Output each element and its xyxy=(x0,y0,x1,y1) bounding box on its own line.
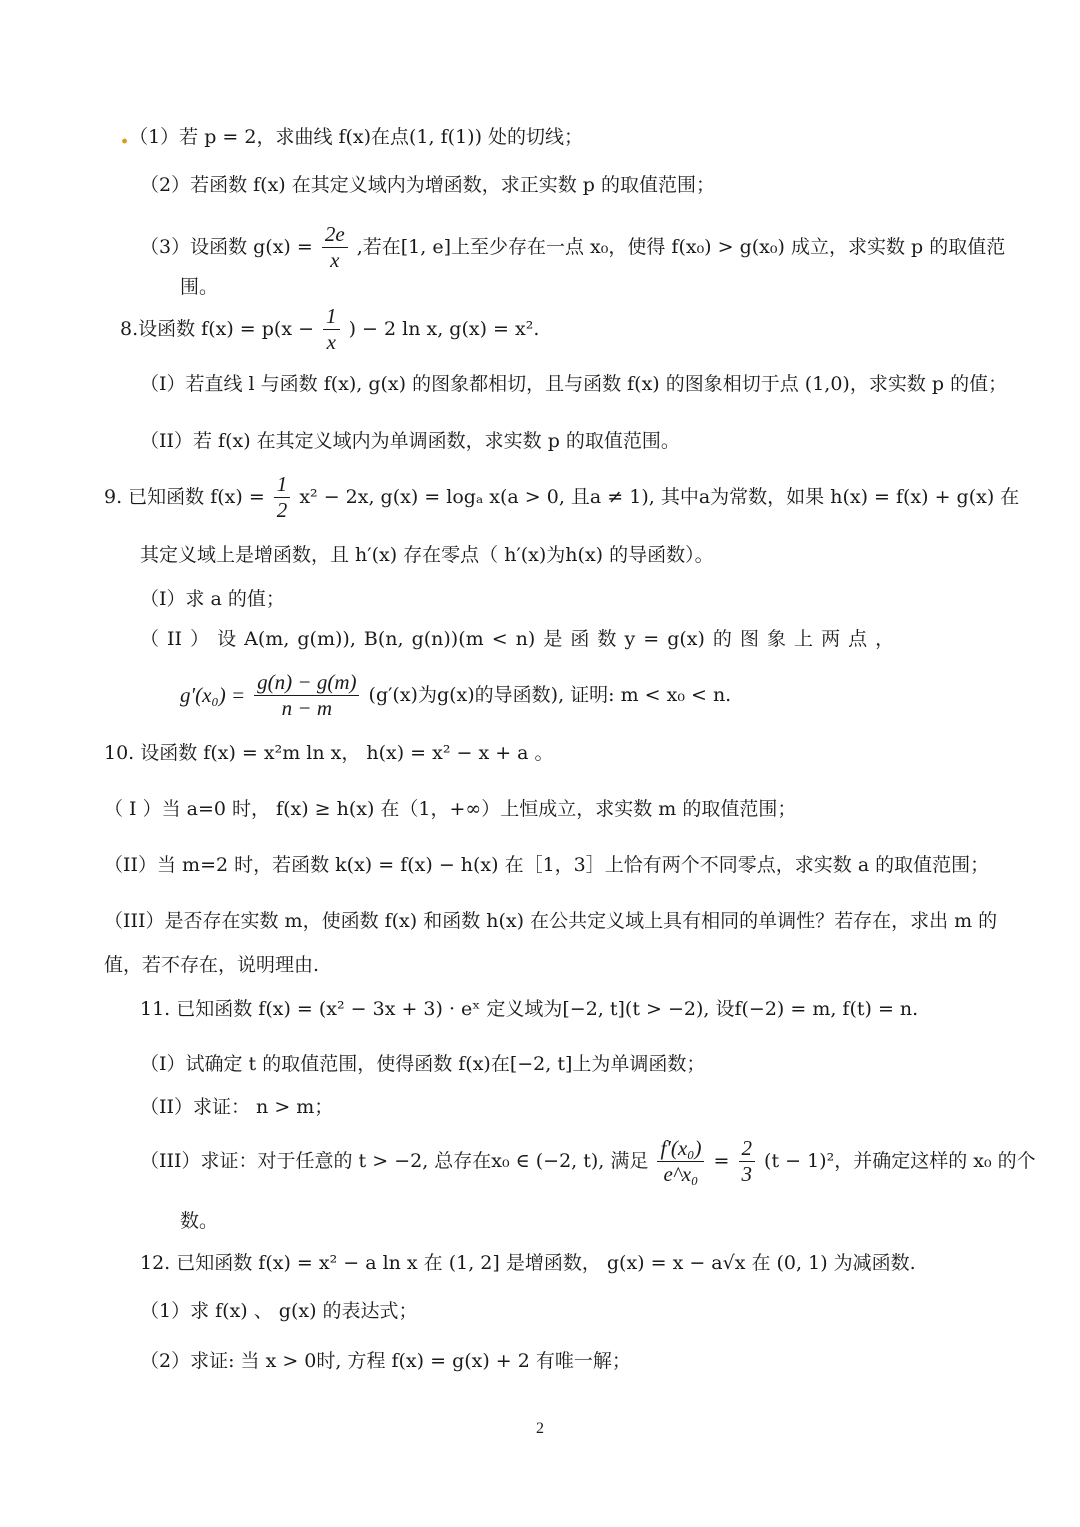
fraction-2e-over-x: $\frac{2e}{x}$ xyxy=(322,224,348,271)
question-9-part-1: （I）求 a 的值； xyxy=(140,588,285,610)
question-9-stem-continued: 其定义域上是增函数，且 h′(x) 存在零点（ h′(x)为h(x) 的导函数）。 xyxy=(140,544,714,566)
fraction-derivative-over-exp: $\frac{\text{f′(x₀)}}{\text{e\textasciicircum{}x₀}}$ xyxy=(657,1138,704,1185)
question-11-part-1: （I）试确定 t 的取值范围，使得函数 f(x)在[−2, t]上为单调函数； xyxy=(140,1053,706,1075)
fraction-difference-quotient: $\frac{g(n) - g(m)}{n - m}$ xyxy=(254,672,359,719)
question-10-part-1: （ I ）当 a=0 时， f(x) ≥ h(x) 在（1，+∞）上恒成立，求实数 m 的取值范围； xyxy=(104,798,797,820)
question-11-part-3-continued: 数。 xyxy=(180,1210,219,1232)
fraction-1-over-x: $\frac{1}{x}$ xyxy=(323,306,340,353)
question-10-part-3-continued: 值，若不存在，说明理由. xyxy=(104,954,320,976)
question-9-part-2-formula: g′(x₀) = $\frac{g(n) - g(m)}{n - m}$ (g′(x)为g(x)的导函数), 证明: m < x₀ < n. xyxy=(180,670,732,720)
question-12-part-1: （1）求 f(x) 、 g(x) 的表达式； xyxy=(140,1300,418,1322)
question-7-part-2: （2）若函数 f(x) 在其定义域内为增函数，求正实数 p 的取值范围； xyxy=(140,174,715,196)
question-9-stem: 9. 已知函数 f(x) = $\frac{1}{2}$ x² − 2x, g(x) = logₐ x(a > 0, 且a ≠ 1), 其中a为常数，如果 h(x) = f(x) + g(x) 在 xyxy=(104,472,1020,522)
question-7-part-3: （3）设函数 g(x) = $\frac{2e}{x}$ ,若在[1, e]上至少存在一点 x₀，使得 f(x₀) > g(x₀) 成立，求实数 p 的取值范 xyxy=(140,222,1006,272)
question-8-part-1: （I）若直线 l 与函数 f(x), g(x) 的图象都相切，且与函数 f(x) 的图象相切于点 (1,0)，求实数 p 的值； xyxy=(140,373,1008,395)
fraction-1-over-2: $\frac{1}{2}$ xyxy=(274,474,291,521)
page-number: 2 xyxy=(536,1420,544,1437)
question-7-part-3-continued: 围。 xyxy=(180,276,219,298)
question-11-stem: 11. 已知函数 f(x) = (x² − 3x + 3) · eˣ 定义域为[−2, t](t > −2), 设f(−2) = m, f(t) = n. xyxy=(140,998,919,1020)
question-12-stem: 12. 已知函数 f(x) = x² − a ln x 在 (1, 2] 是增函数， g(x) = x − a√x 在 (0, 1) 为减函数. xyxy=(140,1252,916,1274)
bullet-dot: . xyxy=(120,120,130,150)
question-9-part-2: （ II ） 设 A(m, g(m)), B(n, g(n))(m < n) 是 函 数 y = g(x) 的 图 象 上 两 点 ， xyxy=(140,628,895,650)
question-11-part-3: （III）求证：对于任意的 t > −2, 总存在x₀ ∈ (−2, t), 满足 $\frac{\text{f′(x₀)}}{\text{e\textasciicircum{}x₀}}$ = $\frac{2}{3}$ (t − 1)²，并确定这样的 x₀ 的个 xyxy=(140,1136,1036,1186)
question-10-part-2: （II）当 m=2 时，若函数 k(x) = f(x) − h(x) 在［1，3］上恰有两个不同零点，求实数 a 的取值范围； xyxy=(104,854,990,876)
fraction-2-over-3: $\frac{2}{3}$ xyxy=(739,1138,756,1185)
question-11-part-2: （II）求证： n > m； xyxy=(140,1096,334,1118)
question-8-part-2: （II）若 f(x) 在其定义域内为单调函数，求实数 p 的取值范围。 xyxy=(140,430,680,452)
question-12-part-2: （2）求证: 当 x > 0时, 方程 f(x) = g(x) + 2 有唯一解； xyxy=(140,1350,631,1372)
question-10-stem: 10. 设函数 f(x) = x²m ln x， h(x) = x² − x + a 。 xyxy=(104,742,554,764)
question-10-part-3: （III）是否存在实数 m，使函数 f(x) 和函数 h(x) 在公共定义域上具有相同的单调性？若存在，求出 m 的 xyxy=(104,910,998,932)
question-7-part-1: .（1）若 p = 2，求曲线 f(x)在点(1, f(1)) 处的切线； xyxy=(120,120,584,150)
question-8-stem: 8.设函数 f(x) = p(x − $\frac{1}{x}$ ) − 2 ln x, g(x) = x². xyxy=(120,304,540,354)
